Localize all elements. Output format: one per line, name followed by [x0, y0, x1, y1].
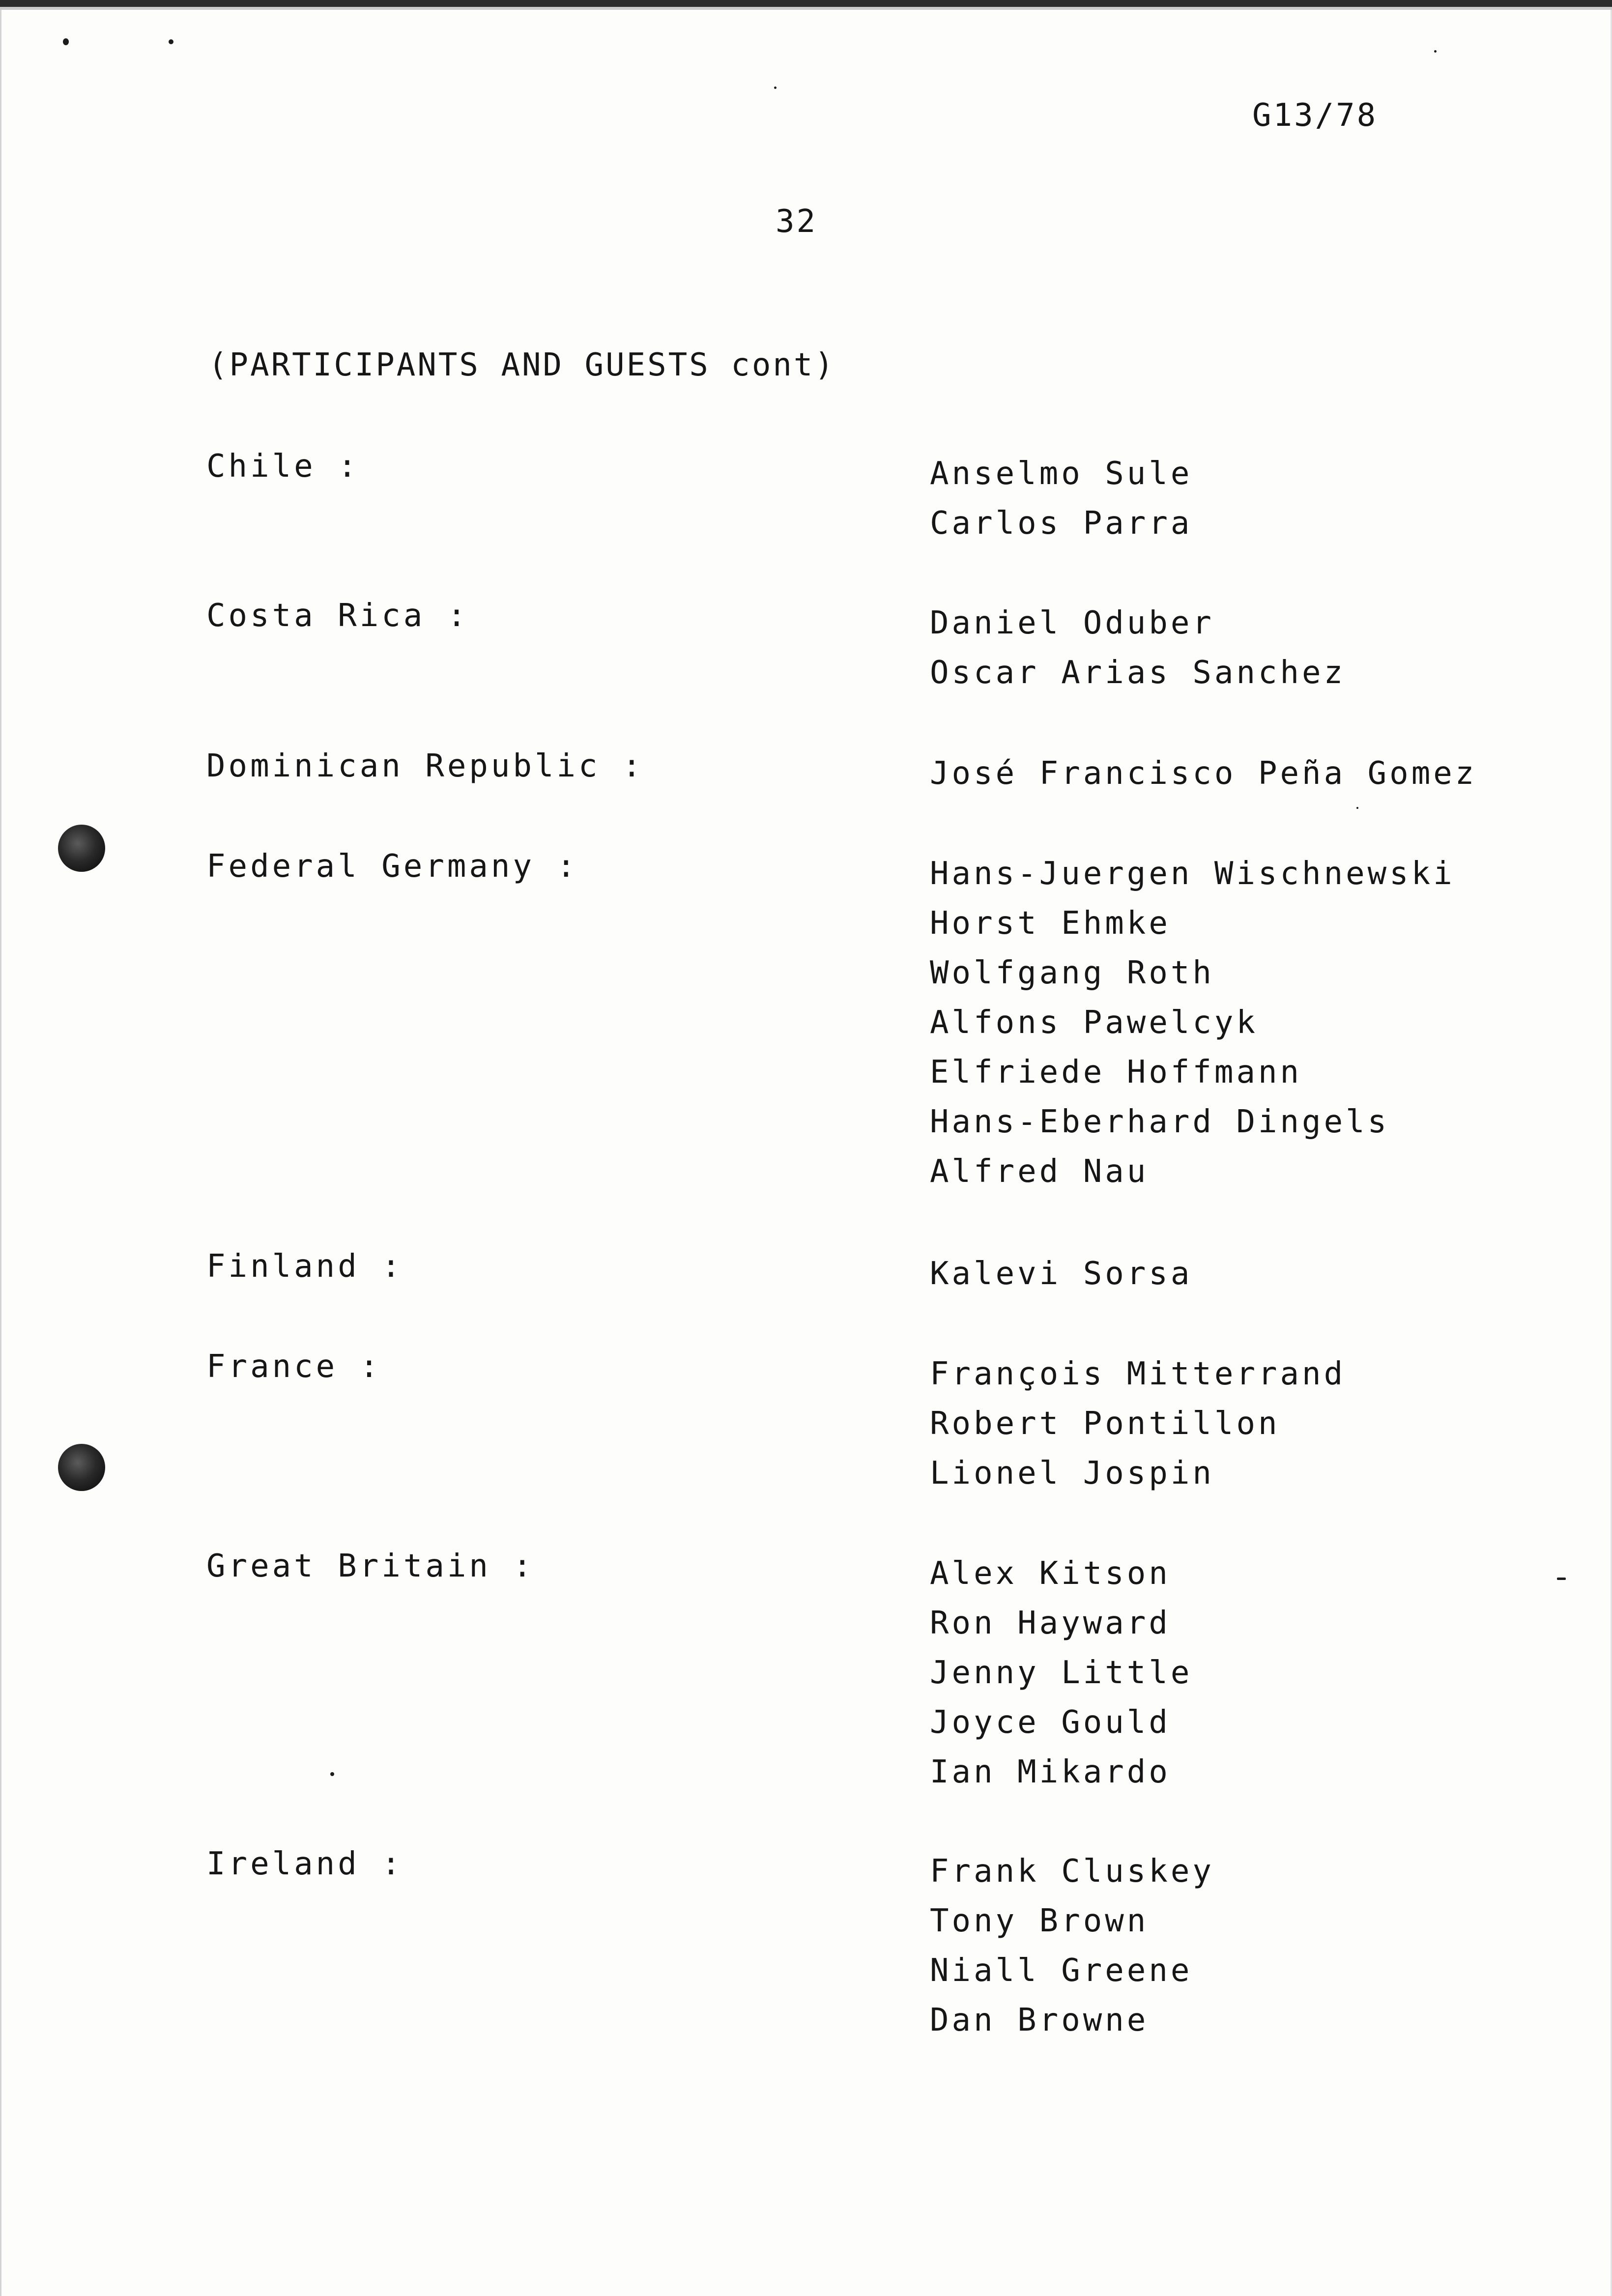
- scan-speck: [63, 38, 69, 45]
- country-label: Great Britain :: [206, 1548, 535, 1584]
- country-label: Dominican Republic :: [206, 748, 644, 784]
- participant-name: Frank Cluskey: [930, 1853, 1214, 1890]
- section-heading: (PARTICIPANTS AND GUESTS cont): [208, 347, 835, 383]
- participant-name: Hans-Juergen Wischnewski: [930, 856, 1455, 892]
- participant-name: Jenny Little: [930, 1655, 1193, 1691]
- participant-names: [930, 1249, 1192, 1299]
- participant-name: Kalevi Sorsa: [930, 1256, 1193, 1292]
- scan-speck: [1434, 50, 1437, 53]
- participant-name: Elfriede Hoffmann: [930, 1054, 1302, 1091]
- country-label: Federal Germany :: [206, 848, 579, 885]
- country-label: France :: [206, 1349, 382, 1385]
- participant-names: [930, 599, 1346, 698]
- country-label: Ireland :: [206, 1846, 403, 1882]
- participant-name: Horst Ehmke: [930, 905, 1171, 942]
- participant-name: Ian Mikardo: [930, 1754, 1171, 1790]
- left-scan-edge: [0, 10, 1, 2296]
- participant-name: Ron Hayward: [930, 1605, 1171, 1641]
- participant-name: Robert Pontillon: [930, 1406, 1280, 1442]
- participant-name: Oscar Arias Sanchez: [930, 655, 1346, 691]
- country-label: Costa Rica :: [206, 598, 469, 634]
- country-label: Finland :: [206, 1248, 403, 1285]
- participant-name: Alfred Nau: [930, 1153, 1149, 1190]
- participant-name: Alex Kitson: [930, 1555, 1171, 1592]
- scan-speck: [330, 1772, 334, 1776]
- scan-speck: [1356, 807, 1358, 809]
- participant-name: François Mitterrand: [930, 1356, 1346, 1392]
- participant-names: [930, 1349, 1346, 1498]
- participant-name: Dan Browne: [930, 2002, 1149, 2038]
- participant-name: Joyce Gould: [930, 1704, 1171, 1741]
- participant-names: [930, 749, 1477, 799]
- punch-hole: [58, 1444, 105, 1491]
- participant-name: Carlos Parra: [930, 505, 1193, 542]
- participant-name: Wolfgang Roth: [930, 955, 1214, 991]
- scan-speck: [1557, 1578, 1566, 1580]
- participant-name: Alfons Pawelcyk: [930, 1004, 1258, 1041]
- top-scan-border: [0, 0, 1612, 7]
- participant-name: Niall Greene: [930, 1952, 1193, 1989]
- document-reference: G13/78: [1252, 97, 1378, 134]
- participant-names: [930, 1549, 1192, 1797]
- top-scan-shadow: [0, 7, 1612, 10]
- page-number: 32: [776, 203, 818, 240]
- participant-name: Anselmo Sule: [930, 456, 1193, 492]
- participant-name: José Francisco Peña Gomez: [930, 755, 1477, 792]
- participant-name: Hans-Eberhard Dingels: [930, 1104, 1390, 1140]
- participant-name: Tony Brown: [930, 1903, 1149, 1939]
- participant-name: Lionel Jospin: [930, 1455, 1214, 1492]
- country-label: Chile :: [206, 448, 360, 485]
- scan-speck: [169, 39, 173, 44]
- participant-name: Daniel Oduber: [930, 605, 1214, 641]
- participant-names: [930, 849, 1455, 1197]
- participant-names: [930, 1847, 1214, 2045]
- punch-hole: [58, 825, 105, 872]
- scan-speck: [774, 86, 777, 89]
- participant-names: [930, 449, 1192, 548]
